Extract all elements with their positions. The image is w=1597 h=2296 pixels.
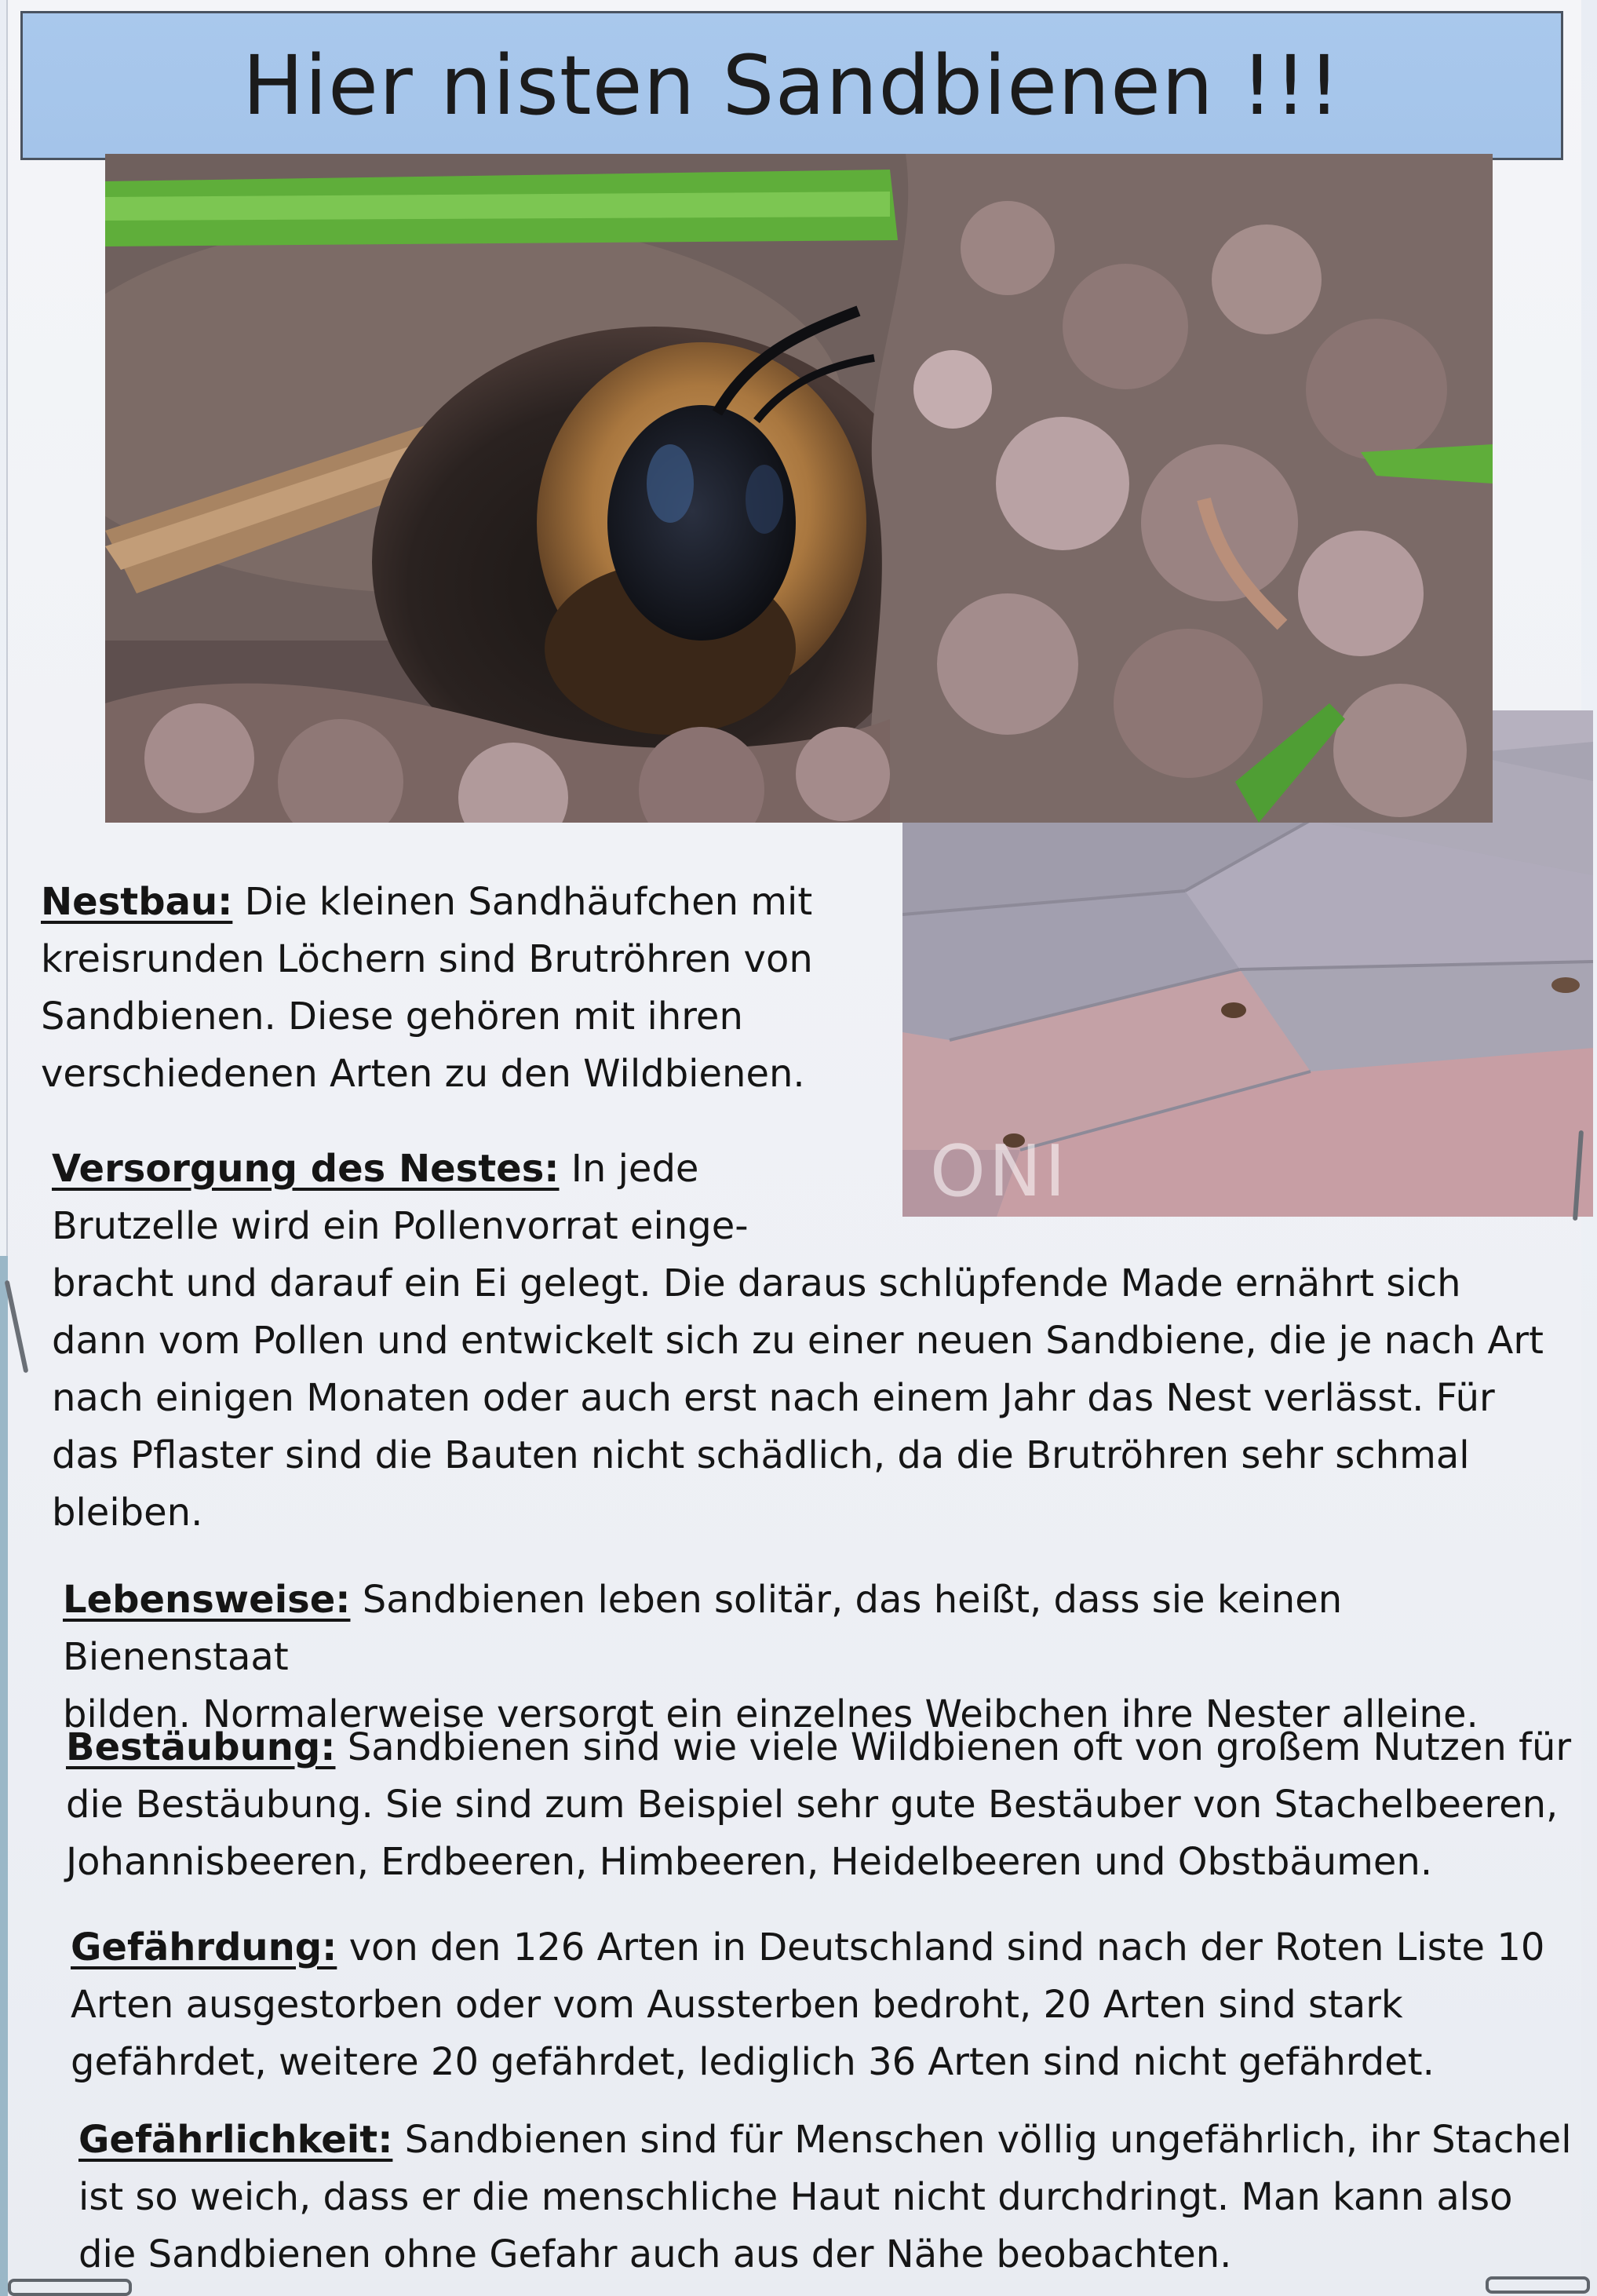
section-text: von den 126 Arten in Deutschland sind nach der Roten Liste 10 bbox=[337, 1926, 1545, 1969]
section-nestbau bbox=[41, 874, 888, 1103]
section-gefaehrdung bbox=[71, 1919, 1585, 2091]
section-gefaehrlichkeit bbox=[78, 2112, 1585, 2283]
section-text: Sandbienen sind für Menschen völlig ungefährlich, ihr Stachel bbox=[392, 2118, 1572, 2162]
section-heading: Gefährlichkeit: bbox=[78, 2118, 393, 2162]
section-heading: Lebensweise: bbox=[63, 1578, 351, 1622]
section-text: Arten ausgestorben oder vom Aussterben bedroht, 20 Arten sind stark bbox=[71, 1983, 1403, 2027]
section-text: bleiben. bbox=[52, 1491, 203, 1535]
section-text: Sandbienen. Diese gehören mit ihren bbox=[41, 995, 743, 1038]
section-text: Die kleinen Sandhäufchen mit bbox=[232, 880, 813, 924]
page-title: Hier nisten Sandbienen !!! bbox=[242, 38, 1342, 133]
section-versorgung bbox=[52, 1141, 1566, 1542]
section-text: kreisrunden Löchern sind Brutröhren von bbox=[41, 937, 813, 981]
sandbee-photo bbox=[105, 154, 1493, 823]
section-text: verschiedenen Arten zu den Wildbienen. bbox=[41, 1052, 805, 1096]
section-lebensweise bbox=[63, 1571, 1577, 1743]
section-bestaeubung bbox=[66, 1719, 1588, 1891]
section-heading: Bestäubung: bbox=[66, 1725, 336, 1769]
photo-watermark: ONI bbox=[930, 1130, 1069, 1213]
section-text: Brutzelle wird ein Pollenvorrat einge- bbox=[52, 1204, 749, 1248]
section-text: bracht und darauf ein Ei gelegt. Die daraus schlüpfende Made ernährt sich bbox=[52, 1261, 1461, 1305]
section-text: Sandbienen leben solitär, das heißt, dass sie keinen Bienenstaat bbox=[63, 1578, 1343, 1679]
section-text: das Pflaster sind die Bauten nicht schädlich, da die Brutröhren sehr schmal bbox=[52, 1433, 1470, 1477]
poster-edge bbox=[0, 1256, 8, 2296]
section-text: Johannisbeeren, Erdbeeren, Himbeeren, Heidelbeeren und Obstbäumen. bbox=[66, 1840, 1433, 1884]
section-text: gefährdet, weitere 20 gefährdet, lediglich 36 Arten sind nicht gefährdet. bbox=[71, 2040, 1435, 2084]
section-heading: Nestbau: bbox=[41, 880, 233, 924]
section-text: bilden. Normalerweise versorgt ein einzelnes Weibchen ihre Nester alleine. bbox=[63, 1692, 1479, 1736]
section-text: ist so weich, dass er die menschliche Haut nicht durchdringt. Man kann also bbox=[78, 2175, 1513, 2219]
section-heading: Gefährdung: bbox=[71, 1926, 337, 1969]
section-heading: Versorgung des Nestes: bbox=[52, 1147, 560, 1191]
title-banner bbox=[20, 11, 1563, 160]
section-text: die Bestäubung. Sie sind zum Beispiel sehr gute Bestäuber von Stachelbeeren, bbox=[66, 1783, 1559, 1827]
section-text: die Sandbienen ohne Gefahr auch aus der Nähe beobachten. bbox=[78, 2232, 1232, 2276]
section-text: dann vom Pollen und entwickelt sich zu einer neuen Sandbiene, die je nach Art bbox=[52, 1319, 1544, 1363]
section-text: In jede bbox=[559, 1147, 699, 1191]
section-text: Sandbienen sind wie viele Wildbienen oft von großem Nutzen für bbox=[335, 1725, 1572, 1769]
section-text: nach einigen Monaten oder auch erst nach einem Jahr das Nest verlässt. Für bbox=[52, 1376, 1495, 1420]
